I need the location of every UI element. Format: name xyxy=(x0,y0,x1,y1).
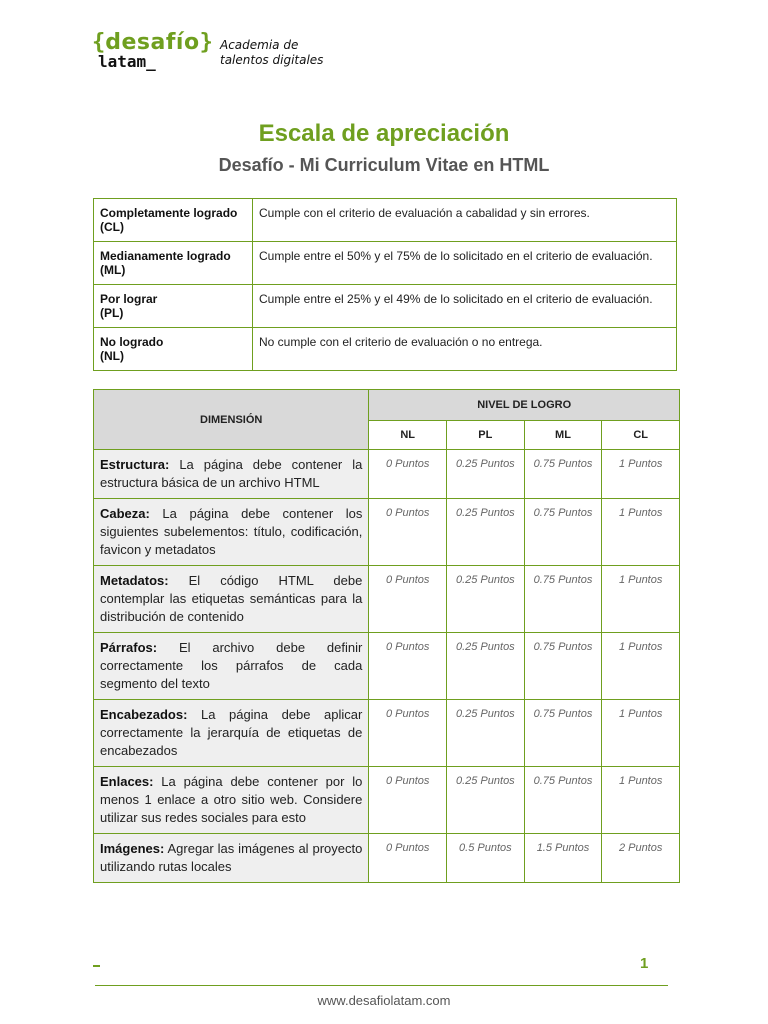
dimension-name: Enlaces: xyxy=(100,774,154,789)
points-nl: 0 Puntos xyxy=(369,700,447,767)
dimension-name: Metadatos: xyxy=(100,573,169,588)
tagline-line2: talentos digitales xyxy=(220,53,324,67)
scale-row xyxy=(94,285,677,328)
document-subtitle: Desafío - Mi Curriculum Vitae en HTML xyxy=(218,155,550,175)
dimension-text: El archivo debe definir correctamente los párrafos de cada segmento del texto xyxy=(100,640,363,691)
points-pl: 0.25 Puntos xyxy=(447,566,525,633)
dimension-cell xyxy=(94,566,369,633)
scale-level-description: Cumple con el criterio de evaluación a cabalidad y sin errores. xyxy=(253,199,677,242)
scale-level-code: (PL) xyxy=(100,306,124,320)
scale-level-description: Cumple entre el 50% y el 75% de lo solicitado en el criterio de evaluación. xyxy=(253,242,677,285)
scale-table xyxy=(93,198,677,371)
scale-level-code: (CL) xyxy=(100,220,124,234)
points-pl: 0.25 Puntos xyxy=(447,499,525,566)
scale-level-label xyxy=(94,199,253,242)
scale-level-name: Por lograr xyxy=(100,292,158,306)
points-cl: 1 Puntos xyxy=(602,566,680,633)
points-cl: 1 Puntos xyxy=(602,633,680,700)
level-header: NIVEL DE LOGRO xyxy=(369,390,680,421)
logo-tagline xyxy=(220,38,360,68)
points-pl: 0.25 Puntos xyxy=(447,767,525,834)
dimension-text: El código HTML debe contemplar las etiquetas semánticas para la distribución de contenido xyxy=(100,573,363,624)
dimension-name: Imágenes: xyxy=(100,841,165,856)
rubric-row xyxy=(94,633,680,700)
points-ml: 0.75 Puntos xyxy=(524,767,602,834)
rubric-row xyxy=(94,767,680,834)
points-nl: 0 Puntos xyxy=(369,566,447,633)
scale-level-name: Medianamente logrado xyxy=(100,249,231,263)
points-nl: 0 Puntos xyxy=(369,499,447,566)
dimension-cell xyxy=(94,834,369,883)
dimension-cell xyxy=(94,450,369,499)
logo-sub: latam_ xyxy=(98,52,156,71)
scale-level-code: (ML) xyxy=(100,263,126,277)
points-ml: 0.75 Puntos xyxy=(524,633,602,700)
points-cl: 1 Puntos xyxy=(602,700,680,767)
level-pl-header: PL xyxy=(447,421,525,450)
rubric-row xyxy=(94,450,680,499)
rubric-row xyxy=(94,700,680,767)
dimension-cell xyxy=(94,700,369,767)
scale-level-description: Cumple entre el 25% y el 49% de lo solicitado en el criterio de evaluación. xyxy=(253,285,677,328)
dimension-cell xyxy=(94,499,369,566)
points-cl: 1 Puntos xyxy=(602,767,680,834)
rubric-table xyxy=(93,389,680,883)
scale-level-label xyxy=(94,285,253,328)
dimension-cell xyxy=(94,767,369,834)
dimension-text: La página debe contener la estructura básica de un archivo HTML xyxy=(100,457,363,490)
page-number: 1 xyxy=(640,955,649,972)
scale-level-label xyxy=(94,242,253,285)
points-ml: 0.75 Puntos xyxy=(524,450,602,499)
points-ml: 0.75 Puntos xyxy=(524,700,602,767)
dimension-text: La página debe contener por lo menos 1 enlace a otro sitio web. Considere utilizar sus redes sociales para esto xyxy=(100,774,363,825)
level-ml-header: ML xyxy=(524,421,602,450)
points-cl: 1 Puntos xyxy=(602,450,680,499)
tagline-line1: Academia de xyxy=(220,38,299,52)
logo-brace-close: } xyxy=(199,30,213,55)
rubric-row xyxy=(94,499,680,566)
scale-level-name: No logrado xyxy=(100,335,164,349)
dimension-text: Agregar las imágenes al proyecto utilizando rutas locales xyxy=(100,841,363,874)
dimension-name: Párrafos: xyxy=(100,640,158,655)
points-cl: 2 Puntos xyxy=(602,834,680,883)
scale-row xyxy=(94,199,677,242)
points-ml: 0.75 Puntos xyxy=(524,566,602,633)
points-nl: 0 Puntos xyxy=(369,767,447,834)
scale-row xyxy=(94,328,677,371)
points-nl: 0 Puntos xyxy=(369,834,447,883)
dimension-name: Encabezados: xyxy=(100,707,188,722)
footer-url: www.desafiolatam.com xyxy=(317,993,451,1008)
scale-row xyxy=(94,242,677,285)
points-pl: 0.25 Puntos xyxy=(447,633,525,700)
dimension-text: La página debe contener los siguientes subelementos: título, codificación, favicon y metadatos xyxy=(100,506,363,557)
footer-underscore-mark xyxy=(93,965,100,967)
points-pl: 0.5 Puntos xyxy=(447,834,525,883)
points-ml: 0.75 Puntos xyxy=(524,499,602,566)
points-nl: 0 Puntos xyxy=(369,633,447,700)
points-ml: 1.5 Puntos xyxy=(524,834,602,883)
points-cl: 1 Puntos xyxy=(602,499,680,566)
level-cl-header: CL xyxy=(602,421,680,450)
scale-level-code: (NL) xyxy=(100,349,124,363)
logo-word: desafío xyxy=(105,30,200,55)
points-pl: 0.25 Puntos xyxy=(447,450,525,499)
scale-level-name: Completamente logrado xyxy=(100,206,238,220)
points-nl: 0 Puntos xyxy=(369,450,447,499)
points-pl: 0.25 Puntos xyxy=(447,700,525,767)
scale-level-label xyxy=(94,328,253,371)
rubric-row xyxy=(94,834,680,883)
dimension-name: Estructura: xyxy=(100,457,170,472)
logo-brace-open: { xyxy=(92,30,106,55)
dimension-header: DIMENSIÓN xyxy=(94,390,369,450)
document-title: Escala de apreciación xyxy=(258,120,510,147)
dimension-name: Cabeza: xyxy=(100,506,150,521)
scale-level-description: No cumple con el criterio de evaluación o no entrega. xyxy=(253,328,677,371)
footer-divider xyxy=(95,985,668,986)
dimension-text: La página debe aplicar correctamente la jerarquía de etiquetas de encabezados xyxy=(100,707,363,758)
rubric-row xyxy=(94,566,680,633)
level-nl-header: NL xyxy=(369,421,447,450)
dimension-cell xyxy=(94,633,369,700)
